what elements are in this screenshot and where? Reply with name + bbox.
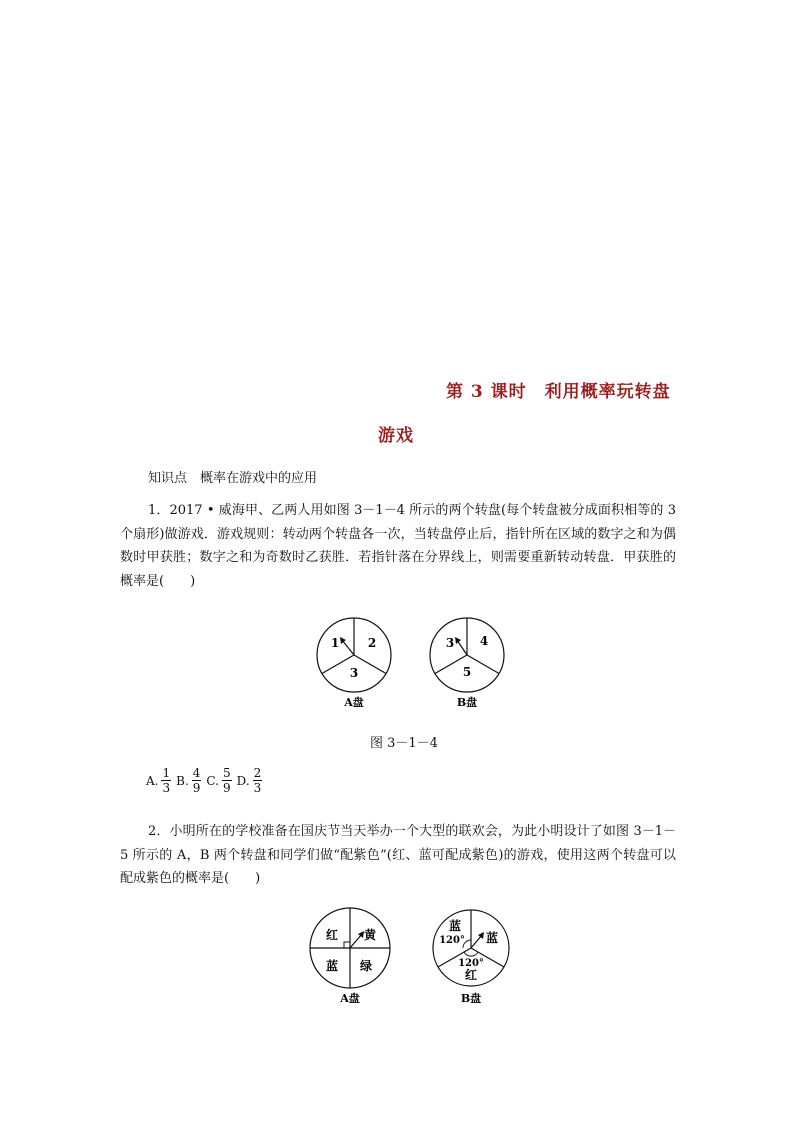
- fraction-denominator: 9: [222, 781, 231, 795]
- spinner-a-sector-green: 绿: [359, 959, 373, 973]
- spinner-b: [433, 910, 509, 1005]
- pointer-arrow-icon: [350, 931, 364, 948]
- spinner-b-sector-5: 5: [462, 665, 472, 679]
- section-heading: 知识点 概率在游戏中的应用: [148, 471, 318, 486]
- spinner-a-label: A盘: [340, 992, 360, 1005]
- spinner-b-sector-blue-left: 蓝: [448, 919, 462, 933]
- spinner-a: [317, 618, 391, 709]
- spinner-b: [430, 618, 504, 709]
- option-letter: B.: [176, 773, 189, 788]
- fraction: [161, 766, 171, 795]
- fraction-numerator: 2: [253, 766, 262, 780]
- figure-3-1-5: [300, 906, 520, 1012]
- spinner-b-angle-bottom: 120°: [458, 958, 484, 969]
- spinner-a-label: A盘: [344, 696, 364, 709]
- lesson-title-continued: 游戏: [378, 426, 414, 446]
- option-a[interactable]: [146, 766, 174, 795]
- spinner-a-sector-1: 1: [330, 636, 340, 650]
- fraction-numerator: 5: [222, 766, 231, 780]
- option-d[interactable]: [237, 766, 266, 795]
- question-2-text: 2．小明所在的学校准备在国庆节当天举办一个大型的联欢会，为此小明设计了如图 3－1－5 所示的 A，B 两个转盘和同学们做“配紫色”(红、蓝可配成紫色)的游戏，使用这两个转盘可以配成紫色的概率是( ): [120, 824, 676, 886]
- option-c[interactable]: [206, 766, 234, 795]
- figure-caption: 图 3－1－4: [370, 736, 438, 751]
- spinner-b-sector-blue-right: 蓝: [485, 931, 499, 945]
- pointer-arrow-icon: [455, 637, 467, 655]
- fraction: [253, 766, 263, 795]
- spinner-a-sector-2: 2: [367, 636, 377, 650]
- spinner-b-sector-red: 红: [464, 968, 478, 982]
- spinner-b-label: B盘: [460, 992, 482, 1005]
- option-letter: A.: [146, 773, 159, 788]
- spinner-a-sector-red: 红: [325, 928, 339, 942]
- fraction-denominator: 3: [162, 781, 171, 795]
- spinner-b-label: B盘: [456, 696, 478, 709]
- fraction-denominator: 9: [192, 781, 201, 795]
- answer-options: [146, 766, 267, 795]
- fraction: [192, 766, 202, 795]
- spinner-b-angle-left: 120°: [439, 935, 465, 946]
- spinner-a-sector-3: 3: [349, 666, 359, 680]
- option-letter: C.: [206, 773, 219, 788]
- option-letter: D.: [236, 773, 250, 788]
- fraction-denominator: 3: [253, 781, 262, 795]
- spinner-a-sector-blue: 蓝: [325, 959, 339, 973]
- figure-3-1-4: [300, 610, 520, 720]
- spinner-b-sector-4: 4: [479, 634, 489, 648]
- option-b[interactable]: [176, 766, 204, 795]
- spinner-a: [310, 908, 390, 1005]
- lesson-title: 第 3 课时 利用概率玩转盘: [446, 382, 671, 402]
- spinner-b-sector-3: 3: [445, 636, 455, 650]
- fraction-numerator: 4: [192, 766, 201, 780]
- pointer-arrow-icon: [471, 932, 484, 948]
- spinner-a-sector-yellow: 黄: [363, 928, 377, 942]
- fraction: [222, 766, 232, 795]
- pointer-arrow-icon: [340, 637, 354, 655]
- fraction-numerator: 1: [162, 766, 171, 780]
- question-1-text: 1．2017 • 威海甲、乙两人用如图 3－1－4 所示的两个转盘(每个转盘被分成面积相等的 3 个扇形)做游戏．游戏规则：转动两个转盘各一次，当转盘停止后，指针所在区域的数字之和为偶数时甲获胜；数字之和为奇数时乙获胜．若指针落在分界线上，则需要重新转动转盘．甲获胜的概率是( ): [120, 503, 676, 589]
